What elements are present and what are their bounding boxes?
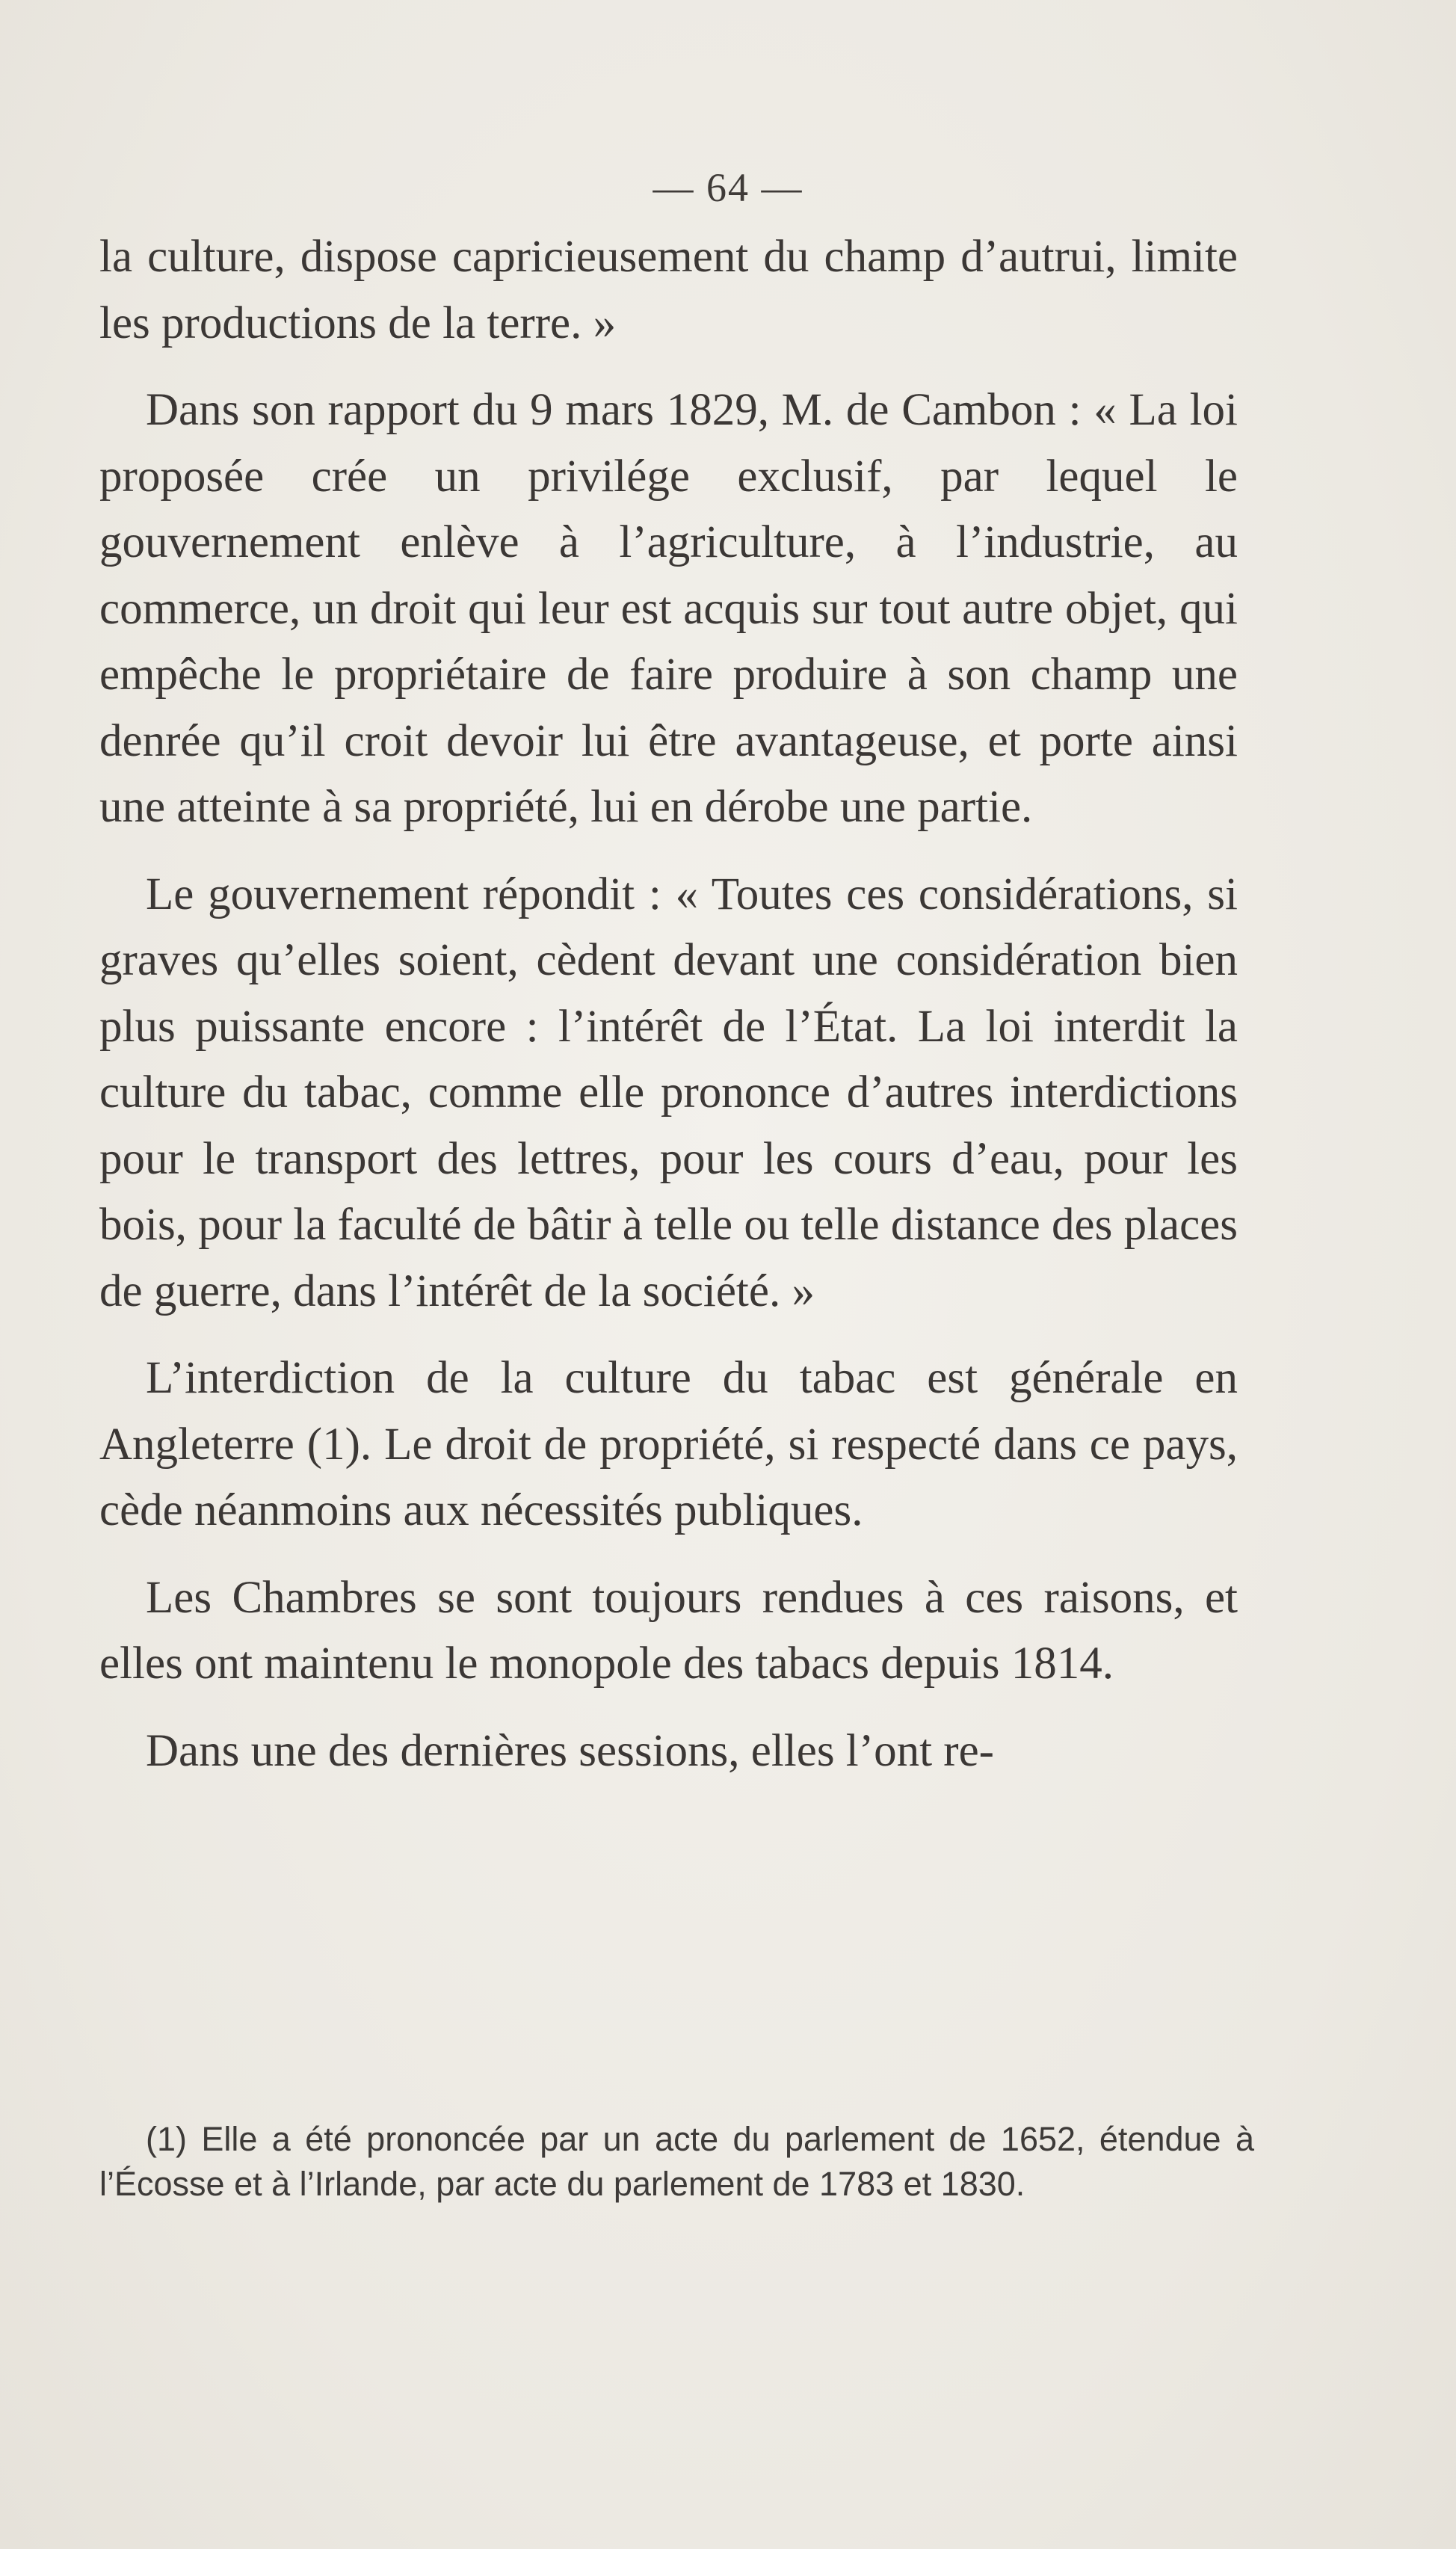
paragraph-last-sessions: Dans une des dernières sessions, elles l’ont re- xyxy=(146,1725,994,1776)
main-text xyxy=(99,224,1238,1784)
footnote-marker: (1) xyxy=(146,2120,187,2158)
paragraph-cambon-report: Dans son rapport du 9 mars 1829, M. de Cambon : « La loi proposée crée un privilége exclusif, par lequel le gouvernement enlève à l’agriculture, à l’industrie, au commerce, un droit qui leur est acquis sur tout autre objet, qui empêche le propriétaire de faire produire à son champ une denrée qu’il croit devoir lui être avantageuse, et porte ainsi une atteinte à sa propriété, lui en dérobe une partie. xyxy=(99,385,1238,832)
footnote-text: Elle a été prononcée par un acte du parlement de 1652, étendue à l’Écosse et à l’Irlande, par acte du parlement de 1783 et 1830. xyxy=(99,2120,1254,2203)
paragraph-england-interdiction: L’interdiction de la culture du tabac est générale en Angleterre (1). Le droit de propriété, si respecté dans ce pays, cède néanmoins aux nécessités publiques. xyxy=(99,1353,1238,1535)
paragraph-continuation: la culture, dispose capricieusement du champ d’autrui, limite les productions de la terre. » xyxy=(99,232,1238,348)
paragraph-government-reply: Le gouvernement répondit : « Toutes ces considérations, si graves qu’elles soient, cèdent devant une considération bien plus puissante encore : l’intérêt de l’État. La loi interdit la culture du tabac, comme elle prononce d’autres interdictions pour le transport des lettres, pour les cours d’eau, pour les bois, pour la faculté de bâtir à telle ou telle distance des places de guerre, dans l’intérêt de la société. » xyxy=(99,869,1238,1316)
page-number-header: — 64 — xyxy=(653,165,803,210)
paragraph-chambers: Les Chambres se sont toujours rendues à ces raisons, et elles ont maintenu le monopole des tabacs depuis 1814. xyxy=(99,1572,1238,1689)
footnote xyxy=(99,2117,1254,2207)
